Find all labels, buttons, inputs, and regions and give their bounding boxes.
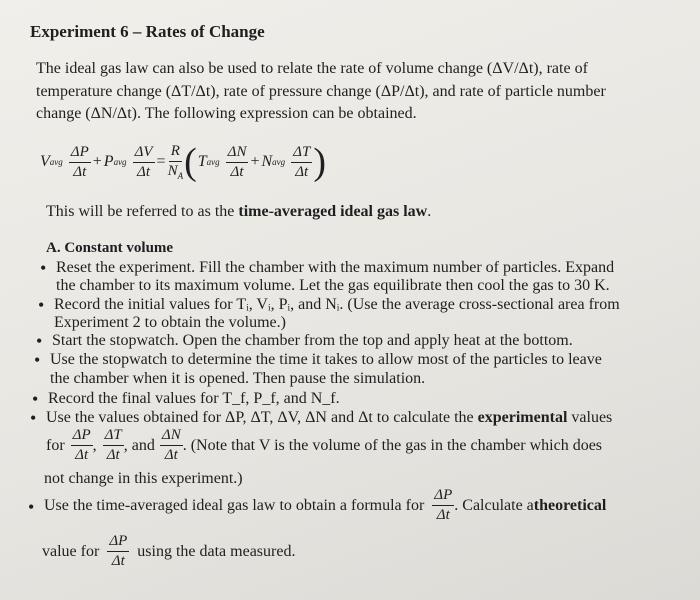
frac-dT-dt-b6: $\frac{\Delta T}{\Delta t}$: [104, 427, 122, 463]
bullet-7-line-2: value for $\frac{\Delta P}{\Delta t}$ using the data measured.: [42, 533, 296, 569]
frac-dP-dt-b7b: $\frac{\Delta P}{\Delta t}$: [109, 533, 128, 569]
intro-line-1: The ideal gas law can also be used to relate the rate of volume change (ΔV/Δt), rate of: [36, 60, 588, 77]
referred-line: This will be referred to as the time-averaged ideal gas law.: [46, 203, 432, 220]
bullet-marker: •: [30, 408, 37, 428]
intro-line-3: change (ΔN/Δt). The following expression can be obtained.: [36, 105, 417, 122]
frac-dT-dt: $\frac{\Delta T}{\Delta t}$: [293, 143, 311, 180]
frac-dP-dt: $\frac{\Delta P}{\Delta t}$: [70, 143, 89, 180]
right-paren: ): [313, 141, 326, 183]
bullet-6-line-1: Use the values obtained for ΔP, ΔT, ΔV, ΔN and Δt to calculate the experimental values: [46, 409, 613, 426]
bullet-marker: •: [32, 389, 39, 409]
bullet-2-line-2: Experiment 2 to obtain the volume.): [54, 314, 286, 331]
bullet-7-line-1: Use the time-averaged ideal gas law to obtain a formula for $\frac{\Delta P}{\Delta t}$ . Calculate a theoretical: [44, 487, 607, 523]
page-title: Experiment 6 – Rates of Change: [30, 22, 265, 41]
frac-dP-dt-b6: $\frac{\Delta P}{\Delta t}$: [72, 427, 91, 463]
bullet-marker: •: [38, 295, 45, 315]
frac-R-NA: $\frac{R}{N_A}$: [167, 142, 184, 181]
bullet-5-line-1: Record the final values for T_f, P_f, and N_f.: [48, 390, 340, 407]
frac-dV-dt: $\frac{\Delta V}{\Delta t}$: [134, 143, 153, 180]
intro-line-2: temperature change (ΔT/Δt), rate of pressure change (ΔP/Δt), and rate of particle number: [36, 83, 606, 100]
section-heading: A. Constant volume: [46, 240, 174, 256]
left-paren: (: [184, 141, 197, 183]
bullet-marker: •: [36, 331, 43, 351]
bullet-1-line-2: the chamber to its maximum volume. Let the gas equilibrate then cool the gas to 30 K.: [56, 277, 610, 294]
frac-dN-dt-b6: $\frac{\Delta N}{\Delta t}$: [161, 427, 181, 463]
bullet-4-line-1: Use the stopwatch to determine the time it takes to allow most of the particles to leave: [50, 351, 602, 368]
bullet-2-line-1: Record the initial values for Tᵢ, Vᵢ, Pᵢ, and Nᵢ. (Use the average cross-sectional area from: [54, 296, 620, 313]
bullet-1-line-1: Reset the experiment. Fill the chamber with the maximum number of particles. Expand: [56, 259, 615, 276]
bullet-marker: •: [40, 258, 47, 278]
bullet-marker: •: [34, 350, 41, 370]
bullet-marker: •: [28, 497, 35, 517]
bullet-6-line-3: not change in this experiment.): [44, 470, 243, 487]
frac-dP-dt-b7: $\frac{\Delta P}{\Delta t}$: [434, 487, 453, 523]
bullet-3-line-1: Start the stopwatch. Open the chamber from the top and apply heat at the bottom.: [52, 332, 573, 349]
rate-equation: V avg $\frac{\Delta P}{\Delta t}$ + P avg $\frac{\Delta V}{\Delta t}$ = $\frac{R}{N_A}$ ( T avg $\frac{\Delta N}{\Delta t}$ + N avg $\frac{\Delta T}{\Delta t}$ ): [40, 141, 326, 183]
frac-dN-dt: $\frac{\Delta N}{\Delta t}$: [227, 143, 247, 180]
bullet-6-line-2: for $\frac{\Delta P}{\Delta t}$ , $\frac{\Delta T}{\Delta t}$ , and $\frac{\Delta N}{\Delta t}$ . (Note that V is the volume of the gas in the chamber which does: [46, 427, 603, 463]
bullet-4-line-2: the chamber when it is opened. Then pause the simulation.: [50, 370, 426, 387]
